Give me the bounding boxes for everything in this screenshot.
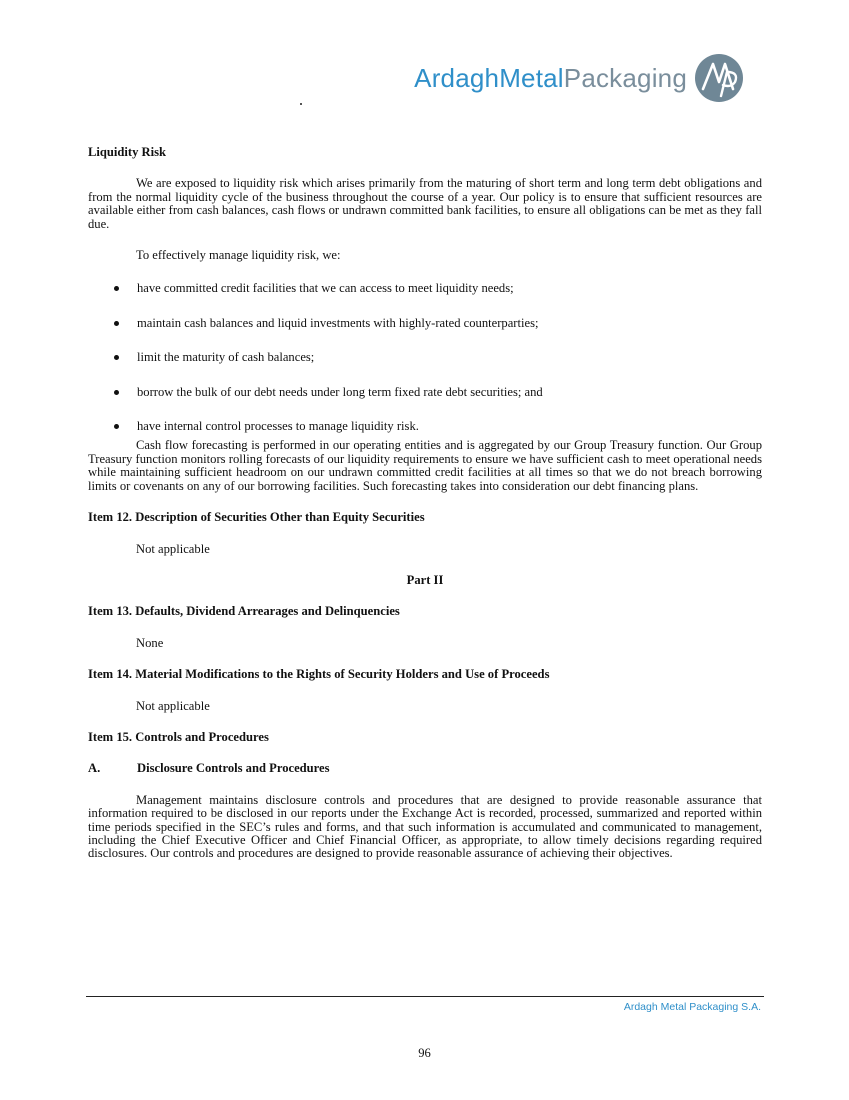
list-item: have committed credit facilities that we can access to meet liquidity needs;: [88, 282, 762, 295]
part-ii-heading: Part II: [406, 572, 444, 587]
item-13-heading: Item 13. Defaults, Dividend Arrearages and Delinquencies: [88, 604, 400, 619]
liquidity-paragraph-1: We are exposed to liquidity risk which arises primarily from the maturing of short term and long term debt obligations and from the normal liquidity cycle of the business throughout the course of a year. Our policy is to ensure that sufficient resources are available either from cash balances, cash flows or undrawn committed bank facilities, to ensure all obligations can be met as they fall due.: [88, 176, 762, 231]
item-15-subheading: [88, 762, 762, 775]
item-12-text: Not applicable: [136, 541, 210, 556]
item-15-heading: Item 15. Controls and Procedures: [88, 729, 269, 744]
subheading-letter: A.: [88, 761, 101, 776]
bullet-icon: [114, 321, 119, 326]
list-item: borrow the bulk of our debt needs under long term fixed rate debt securities; and: [88, 386, 762, 399]
item-14-heading: Item 14. Material Modifications to the Rights of Security Holders and Use of Proceeds: [88, 667, 550, 682]
list-item: maintain cash balances and liquid investments with highly-rated counterparties;: [88, 317, 762, 330]
list-item: limit the maturity of cash balances;: [88, 351, 762, 364]
bullet-icon: [114, 390, 119, 395]
item-14-text: Not applicable: [136, 698, 210, 713]
liquidity-paragraph-2: Cash flow forecasting is performed in our operating entities and is aggregated by our Group Treasury function. Our Group Treasury function monitors rolling forecasts of our liquidity requirements to ensure we have sufficient cash to meet operational needs while maintaining sufficient headroom on our undrawn committed credit facilities at all times so that we do not breach borrowing limits or covenants on any of our borrowing facilities. Such forecasting takes into consideration our debt financing plans.: [88, 438, 762, 493]
item-15-paragraph: Management maintains disclosure controls and procedures that are designed to provide reasonable assurance that information required to be disclosed in our reports under the Exchange Act is recorded, processed, summarized and reported within time periods specified in the SEC’s rules and forms, and that such information is accumulated and communicated to management, including the Chief Executive Officer and Chief Financial Officer, as appropriate, to allow timely decisions regarding required disclosures. Our controls and procedures are designed to provide reasonable assurance of achieving their objectives.: [88, 792, 762, 861]
amp-logo-icon: [693, 52, 745, 104]
page-number: 96: [418, 1046, 431, 1060]
liquidity-intro: To effectively manage liquidity risk, we:: [136, 248, 341, 263]
logo-wordmark: ArdaghMetalPackaging: [414, 62, 687, 93]
footer-divider: [86, 996, 764, 997]
document-body: [88, 146, 762, 861]
bullet-icon: [114, 424, 119, 429]
list-item: have internal control processes to manage liquidity risk.: [88, 420, 762, 433]
footer-company-name: Ardagh Metal Packaging S.A.: [623, 1001, 761, 1013]
item-12-heading: Item 12. Description of Securities Other than Equity Securities: [88, 510, 425, 525]
bullet-icon: [114, 286, 119, 291]
liquidity-risk-heading: Liquidity Risk: [88, 145, 167, 159]
item-13-text: None: [136, 635, 164, 650]
liquidity-bullet-list: [88, 282, 762, 433]
company-logo: [414, 52, 745, 104]
stray-dot: [300, 103, 302, 105]
bullet-icon: [114, 355, 119, 360]
subheading-title: Disclosure Controls and Procedures: [137, 761, 330, 776]
